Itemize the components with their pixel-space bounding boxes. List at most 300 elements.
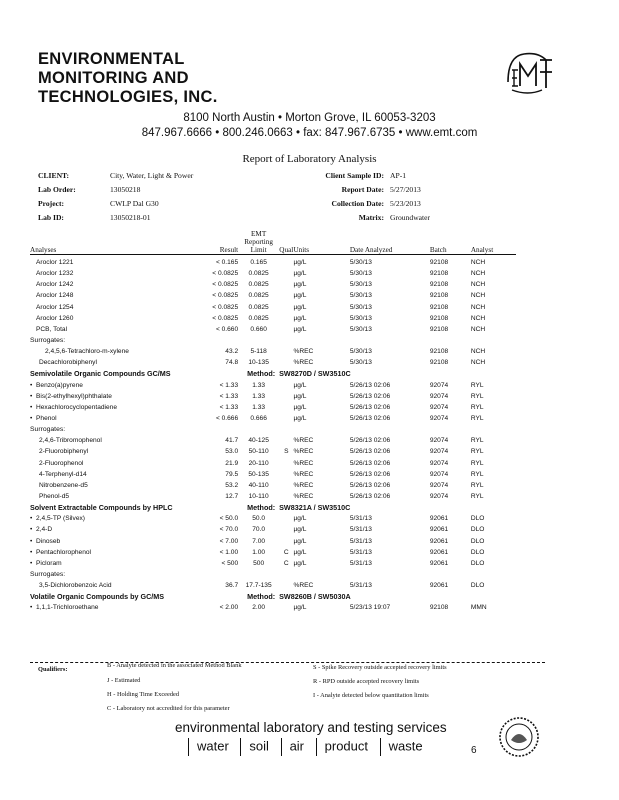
units: µg/L <box>293 515 307 523</box>
qualifier <box>279 580 293 591</box>
table-row <box>30 302 516 313</box>
qualifier <box>279 536 293 547</box>
col-analyst: Analyst <box>470 246 494 254</box>
qualifier <box>279 458 293 469</box>
batch: 92074 <box>429 493 449 501</box>
reporting-limit: 70.0 <box>252 526 266 534</box>
matrix-label: Matrix: <box>358 213 384 222</box>
collection-date-label: Collection Date: <box>331 199 384 208</box>
table-row <box>30 491 516 502</box>
analyst: NCH <box>470 348 486 356</box>
project-value: CWLP Dal G30 <box>110 199 159 208</box>
col-units: Units <box>293 246 310 254</box>
table-row <box>30 602 516 613</box>
batch: 92074 <box>429 459 449 467</box>
units: µg/L <box>293 403 307 411</box>
report-title: Report of Laboratory Analysis <box>242 153 377 165</box>
company-name-line-2: MONITORING AND <box>38 69 189 87</box>
bullet-icon: • <box>30 548 33 556</box>
batch: 92074 <box>429 470 449 478</box>
units: %REC <box>293 459 314 467</box>
analyte-name: • Phenol <box>30 415 57 423</box>
date-analyzed: 5/26/13 02:06 <box>349 437 391 445</box>
batch: 92108 <box>429 348 449 356</box>
result-value: < 0.0825 <box>212 270 239 278</box>
analyte-name: • Hexachlorocyclopentadiene <box>30 403 118 411</box>
date-analyzed: 5/31/13 <box>349 548 372 556</box>
client-value: City, Water, Light & Power <box>110 171 194 180</box>
qualifier <box>279 524 293 535</box>
method-value: SW8260B / SW5030A <box>279 592 351 602</box>
date-analyzed: 5/31/13 <box>349 537 372 545</box>
qualifier-j: J - Estimated <box>107 677 141 684</box>
section-name: Semivolatile Organic Compounds GC/MS <box>30 369 171 379</box>
qualifiers-label: Qualifiers: <box>38 666 68 673</box>
batch: 92074 <box>429 448 449 456</box>
reporting-limit: 1.33 <box>252 403 266 411</box>
table-row <box>30 391 516 402</box>
units: µg/L <box>293 303 307 311</box>
analyst: NCH <box>470 359 486 367</box>
table-row <box>30 324 516 335</box>
reporting-limit: 0.0825 <box>248 292 269 300</box>
batch: 92061 <box>429 515 449 523</box>
surrogates-label-row <box>30 569 516 580</box>
qualifier: S <box>284 448 289 456</box>
analyst: NCH <box>470 314 486 322</box>
result-value: 43.2 <box>225 348 239 356</box>
units: µg/L <box>293 325 307 333</box>
result-value: 36.7 <box>225 582 239 590</box>
table-row <box>30 279 516 290</box>
reporting-limit: 10-110 <box>248 493 269 501</box>
result-value: < 0.0825 <box>212 303 239 311</box>
analyte-name: • Bis(2-ethylhexyl)phthalate <box>30 392 112 400</box>
bullet-icon: • <box>30 403 33 411</box>
analyst: RYL <box>470 493 484 501</box>
result-value: < 50.0 <box>219 515 239 523</box>
result-value: < 70.0 <box>219 526 239 534</box>
qualifier <box>279 513 293 524</box>
company-name-line-1: ENVIRONMENTAL <box>38 50 185 68</box>
table-row <box>30 458 516 469</box>
footer-cat-product: product <box>324 738 369 754</box>
qualifier <box>279 279 293 290</box>
date-analyzed: 5/30/13 <box>349 270 372 278</box>
reporting-limit: 0.0825 <box>248 303 269 311</box>
analyte-name: • 2,4-D <box>30 526 53 534</box>
analyst: RYL <box>470 415 484 423</box>
method-value: SW8270D / SW3510C <box>279 369 351 379</box>
qualifier <box>279 402 293 413</box>
analyte-name: • 1,1,1-Trichloroethane <box>30 604 99 612</box>
qualifier-s: S - Spike Recovery outside accepted recovery limits <box>313 664 447 671</box>
units: µg/L <box>293 559 307 567</box>
bullet-icon: • <box>30 537 33 545</box>
col-reporting-limit <box>238 224 279 255</box>
analyst: RYL <box>470 481 484 489</box>
col-rl-line-2: Reporting <box>244 238 273 246</box>
reporting-limit: 1.00 <box>252 548 266 556</box>
date-analyzed: 5/26/13 02:06 <box>349 392 391 400</box>
table-row <box>30 446 516 457</box>
qualifier <box>279 257 293 268</box>
batch: 92108 <box>429 303 449 311</box>
date-analyzed: 5/26/13 02:06 <box>349 448 391 456</box>
date-analyzed: 5/26/13 02:06 <box>349 459 391 467</box>
table-row <box>30 536 516 547</box>
qualifier <box>279 469 293 480</box>
analyst: MMN <box>470 604 487 612</box>
analyst: NCH <box>470 281 486 289</box>
page-number: 6 <box>471 745 477 756</box>
units: µg/L <box>293 314 307 322</box>
results-body <box>30 257 516 614</box>
analyte-name: Aroclor 1254 <box>36 303 74 311</box>
footer-cat-air: air <box>289 738 305 754</box>
analyst: RYL <box>470 403 484 411</box>
result-value: < 1.33 <box>219 392 239 400</box>
company-phones: 847.967.6666 • 800.246.0663 • fax: 847.967.6735 • www.emt.com <box>141 127 478 139</box>
analyst: DLO <box>470 582 485 590</box>
analyte-name: Decachlorobiphenyl <box>39 359 97 367</box>
surrogates-label-row <box>30 424 516 435</box>
client-sample-label: Client Sample ID: <box>325 171 384 180</box>
bullet-icon: • <box>30 559 33 567</box>
result-value: < 2.00 <box>219 604 239 612</box>
reporting-limit: 50.0 <box>252 515 266 523</box>
reporting-limit: 0.666 <box>250 415 267 423</box>
qualifier <box>279 602 293 613</box>
result-value: < 0.666 <box>215 415 239 423</box>
lab-order-value: 13050218 <box>110 185 141 194</box>
units: %REC <box>293 448 314 456</box>
analyst: NCH <box>470 325 486 333</box>
date-analyzed: 5/26/13 02:06 <box>349 403 391 411</box>
table-row <box>30 402 516 413</box>
bullet-icon: • <box>30 392 33 400</box>
client-sample-value: AP-1 <box>390 171 407 180</box>
qualifier: C <box>283 559 289 567</box>
batch: 92108 <box>429 359 449 367</box>
analyst: DLO <box>470 559 485 567</box>
units: µg/L <box>293 270 307 278</box>
col-rl-line-1: EMT <box>251 230 267 238</box>
analyte-name: Nitrobenzene-d5 <box>39 481 88 489</box>
bullet-icon: • <box>30 381 33 389</box>
analyte-name: PCB, Total <box>36 325 68 333</box>
batch: 92074 <box>429 381 449 389</box>
reporting-limit: 1.33 <box>252 381 266 389</box>
lab-id-value: 13050218-01 <box>110 213 151 222</box>
reporting-limit: 40-110 <box>248 481 269 489</box>
analyte-name: Aroclor 1221 <box>36 259 74 267</box>
reporting-limit: 10-135 <box>248 359 269 367</box>
analyte-name: Aroclor 1248 <box>36 292 74 300</box>
analyte-name: 2-Fluorophenol <box>39 459 84 467</box>
result-value: < 1.33 <box>219 403 239 411</box>
reporting-limit: 0.660 <box>250 325 267 333</box>
date-analyzed: 5/31/13 <box>349 559 372 567</box>
bullet-icon: • <box>30 526 33 534</box>
reporting-limit: 5-118 <box>250 348 267 356</box>
date-analyzed: 5/23/13 19:07 <box>349 604 391 612</box>
table-row <box>30 480 516 491</box>
batch: 92108 <box>429 259 449 267</box>
result-value: < 0.165 <box>215 259 239 267</box>
reporting-limit: 40-125 <box>248 437 269 445</box>
qualifier <box>279 324 293 335</box>
reporting-limit: 50-110 <box>248 448 269 456</box>
qualifier: C <box>283 548 289 556</box>
qualifier <box>279 268 293 279</box>
reporting-limit: 1.33 <box>252 392 266 400</box>
reporting-limit: 7.00 <box>252 537 266 545</box>
surrogates-label-row <box>30 335 516 346</box>
date-analyzed: 5/26/13 02:06 <box>349 481 391 489</box>
date-analyzed: 5/26/13 02:06 <box>349 381 391 389</box>
reporting-limit: 17.7-135 <box>245 582 272 590</box>
table-row <box>30 268 516 279</box>
result-value: < 1.33 <box>219 381 239 389</box>
date-analyzed: 5/31/13 <box>349 515 372 523</box>
lab-order-label: Lab Order: <box>38 185 76 194</box>
analyst: DLO <box>470 537 485 545</box>
units: µg/L <box>293 526 307 534</box>
table-row <box>30 547 516 558</box>
units: µg/L <box>293 548 307 556</box>
result-value: < 500 <box>221 559 239 567</box>
analyte-name: • 2,4,5-TP (Silvex) <box>30 515 85 523</box>
result-value: < 0.0825 <box>212 281 239 289</box>
result-value: < 0.0825 <box>212 314 239 322</box>
date-analyzed: 5/26/13 02:06 <box>349 493 391 501</box>
analyte-name: Phenol-d5 <box>39 493 70 501</box>
analyst: RYL <box>470 470 484 478</box>
result-value: 12.7 <box>225 493 239 501</box>
units: µg/L <box>293 259 307 267</box>
table-row <box>30 469 516 480</box>
date-analyzed: 5/30/13 <box>349 325 372 333</box>
analyte-name: 2,4,6-Tribromophenol <box>39 437 102 445</box>
analyst: RYL <box>470 392 484 400</box>
batch: 92061 <box>429 526 449 534</box>
reporting-limit: 0.0825 <box>248 270 269 278</box>
date-analyzed: 5/30/13 <box>349 348 372 356</box>
qualifier <box>279 313 293 324</box>
units: µg/L <box>293 392 307 400</box>
analyst: DLO <box>470 515 485 523</box>
footer-tagline: environmental laboratory and testing services <box>175 720 447 735</box>
analyte-name: Aroclor 1260 <box>36 314 74 322</box>
col-date-analyzed: Date Analyzed <box>349 246 393 254</box>
qualifier-c: C - Laboratory not accredited for this parameter <box>107 705 230 712</box>
qualifier <box>279 413 293 424</box>
batch: 92108 <box>429 325 449 333</box>
footer-cat-waste: waste <box>388 738 423 754</box>
surrogates-label: Surrogates: <box>30 337 66 345</box>
units: µg/L <box>293 281 307 289</box>
col-result: Result <box>219 246 239 254</box>
batch: 92074 <box>429 481 449 489</box>
units: %REC <box>293 359 314 367</box>
qualifier <box>279 491 293 502</box>
date-analyzed: 5/30/13 <box>349 359 372 367</box>
analyst: NCH <box>470 270 486 278</box>
units: µg/L <box>293 381 307 389</box>
result-value: < 0.660 <box>215 325 239 333</box>
footer-categories <box>180 738 423 756</box>
date-analyzed: 5/30/13 <box>349 314 372 322</box>
table-row <box>30 357 516 368</box>
result-value: < 0.0825 <box>212 292 239 300</box>
collection-date-value: 5/23/2013 <box>390 199 421 208</box>
units: %REC <box>293 437 314 445</box>
company-address: 8100 North Austin • Morton Grove, IL 60053-3203 <box>183 112 436 124</box>
section-header <box>30 591 516 602</box>
date-analyzed: 5/30/13 <box>349 303 372 311</box>
batch: 92108 <box>429 604 449 612</box>
analyte-name: 2,4,5,6-Tetrachloro-m-xylene <box>45 348 129 356</box>
result-value: 79.5 <box>225 470 239 478</box>
batch: 92108 <box>429 270 449 278</box>
col-qual: Qual <box>279 246 294 254</box>
qualifier <box>279 391 293 402</box>
col-batch: Batch <box>429 246 447 254</box>
col-analyses: Analyses <box>30 246 57 254</box>
result-value: < 7.00 <box>219 537 239 545</box>
units: %REC <box>293 582 314 590</box>
section-name: Solvent Extractable Compounds by HPLC <box>30 503 173 513</box>
project-label: Project: <box>38 199 64 208</box>
date-analyzed: 5/26/13 02:06 <box>349 415 391 423</box>
table-row <box>30 513 516 524</box>
table-row <box>30 257 516 268</box>
analyst: DLO <box>470 526 485 534</box>
table-row <box>30 413 516 424</box>
reporting-limit: 2.00 <box>252 604 266 612</box>
analyst: NCH <box>470 303 486 311</box>
batch: 92074 <box>429 415 449 423</box>
batch: 92061 <box>429 582 449 590</box>
surrogates-label: Surrogates: <box>30 571 66 578</box>
surrogates-label: Surrogates: <box>30 426 66 434</box>
result-value: < 1.00 <box>219 548 239 556</box>
qualifier <box>279 435 293 446</box>
qualifier-h: H - Holding Time Exceeded <box>107 691 180 698</box>
reporting-limit: 50-135 <box>248 470 269 478</box>
table-header-row <box>30 224 516 255</box>
analyte-name: Aroclor 1232 <box>36 270 74 278</box>
table-row <box>30 346 516 357</box>
bullet-icon: • <box>30 515 33 523</box>
result-value: 41.7 <box>225 437 239 445</box>
units: µg/L <box>293 604 307 612</box>
qualifier <box>279 357 293 368</box>
units: %REC <box>293 470 314 478</box>
qualifier <box>279 290 293 301</box>
section-header <box>30 368 516 379</box>
method-label: Method: <box>247 503 276 513</box>
table-row <box>30 435 516 446</box>
analyte-name: 2-Fluorobiphenyl <box>39 448 89 456</box>
qualifier-b: B - Analyte detected in the associated Method Blank <box>107 662 242 669</box>
analyst: DLO <box>470 548 485 556</box>
analyte-name: • Benzo(a)pyrene <box>30 381 83 389</box>
analyst: RYL <box>470 448 484 456</box>
units: µg/L <box>293 415 307 423</box>
company-name-line-3: TECHNOLOGIES, INC. <box>38 88 218 106</box>
company-name <box>38 50 218 107</box>
section-header <box>30 502 516 513</box>
batch: 92074 <box>429 437 449 445</box>
result-value: 21.9 <box>225 459 239 467</box>
units: µg/L <box>293 292 307 300</box>
batch: 92074 <box>429 403 449 411</box>
analyst: RYL <box>470 459 484 467</box>
batch: 92108 <box>429 292 449 300</box>
qualifier <box>279 346 293 357</box>
footer-cat-water: water <box>197 738 229 754</box>
batch: 92061 <box>429 559 449 567</box>
reporting-limit: 500 <box>253 559 265 567</box>
bullet-icon: • <box>30 415 33 423</box>
reporting-limit: 0.165 <box>250 259 267 267</box>
table-row <box>30 313 516 324</box>
batch: 92108 <box>429 281 449 289</box>
qualifier <box>279 480 293 491</box>
method-label: Method: <box>247 592 276 602</box>
table-row <box>30 290 516 301</box>
analyte-name: 3,5-Dichlorobenzoic Acid <box>39 582 112 590</box>
analyte-name: 4-Terphenyl-d14 <box>39 470 87 478</box>
batch: 92074 <box>429 392 449 400</box>
bullet-icon: • <box>30 604 33 612</box>
date-analyzed: 5/31/13 <box>349 582 372 590</box>
method-label: Method: <box>247 369 276 379</box>
result-value: 53.2 <box>225 481 239 489</box>
date-analyzed: 5/30/13 <box>349 292 372 300</box>
emt-logo-icon <box>502 46 558 98</box>
units: µg/L <box>293 537 307 545</box>
client-label: CLIENT: <box>38 171 70 180</box>
batch: 92061 <box>429 537 449 545</box>
qualifier-i: I - Analyte detected below quantitation limits <box>313 692 429 699</box>
date-analyzed: 5/31/13 <box>349 526 372 534</box>
section-name: Volatile Organic Compounds by GC/MS <box>30 592 165 602</box>
result-value: 74.8 <box>225 359 239 367</box>
matrix-value: Groundwater <box>390 213 431 222</box>
qualifier <box>279 302 293 313</box>
report-date-value: 5/27/2013 <box>390 185 421 194</box>
analyst: RYL <box>470 381 484 389</box>
analyst: RYL <box>470 437 484 445</box>
table-row <box>30 558 516 569</box>
batch: 92108 <box>429 314 449 322</box>
analyte-name: • Pentachlorophenol <box>30 548 91 556</box>
analyte-name: • Dinoseb <box>30 537 61 545</box>
units: %REC <box>293 493 314 501</box>
report-date-label: Report Date: <box>341 185 384 194</box>
qualifier-r: R - RPD outside accepted recovery limits <box>313 678 420 685</box>
method-value: SW8321A / SW3510C <box>279 503 351 513</box>
batch: 92061 <box>429 548 449 556</box>
table-row <box>30 580 516 591</box>
units: %REC <box>293 481 314 489</box>
reporting-limit: 20-110 <box>248 459 269 467</box>
analyte-name: • Picloram <box>30 559 62 567</box>
analyst: NCH <box>470 292 486 300</box>
